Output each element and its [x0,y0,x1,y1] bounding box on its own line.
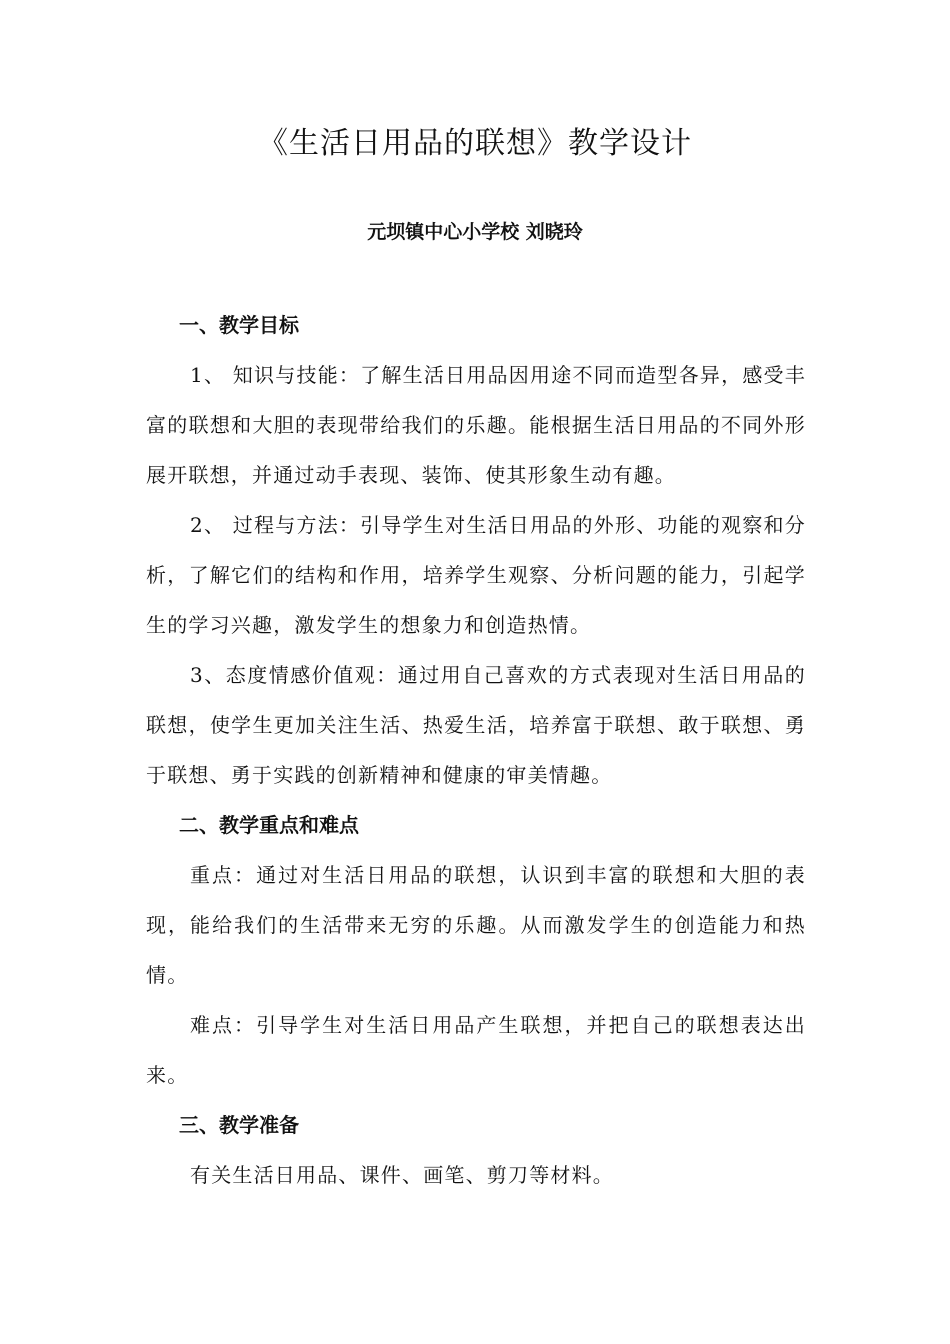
paragraph: 有关生活日用品、课件、画笔、剪刀等材料。 [190,1163,614,1187]
section-teaching-goals [146,300,806,800]
section-key-difficult-points [146,800,806,1100]
section-heading: 三、教学准备 [179,1113,299,1137]
paragraph: 1、 知识与技能：了解生活日用品因用途不同而造型各异，感受丰富的联想和大胆的表现带给我们的乐趣。能根据生活日用品的不同外形展开联想，并通过动手表现、装饰、使其形象生动有趣。 [146,363,806,487]
paragraph: 难点：引导学生对生活日用品产生联想，并把自己的联想表达出来。 [146,1013,806,1087]
document-body [146,300,806,1200]
section-teaching-preparation [146,1100,806,1200]
section-heading: 二、教学重点和难点 [179,813,359,837]
author-line: 元坝镇中心小学校 刘晓玲 [367,221,583,243]
paragraph: 重点：通过对生活日用品的联想，认识到丰富的联想和大胆的表现，能给我们的生活带来无穷的乐趣。从而激发学生的创造能力和热情。 [146,863,806,987]
paragraph: 3、态度情感价值观：通过用自己喜欢的方式表现对生活日用品的联想，使学生更加关注生活、热爱生活，培养富于联想、敢于联想、勇于联想、勇于实践的创新精神和健康的审美情趣。 [146,663,806,787]
section-heading: 一、教学目标 [179,313,299,337]
paragraph: 2、 过程与方法：引导学生对生活日用品的外形、功能的观察和分析，了解它们的结构和作用，培养学生观察、分析问题的能力，引起学生的学习兴趣，激发学生的想象力和创造热情。 [146,513,806,637]
document-title: 《生活日用品的联想》教学设计 [258,126,692,161]
